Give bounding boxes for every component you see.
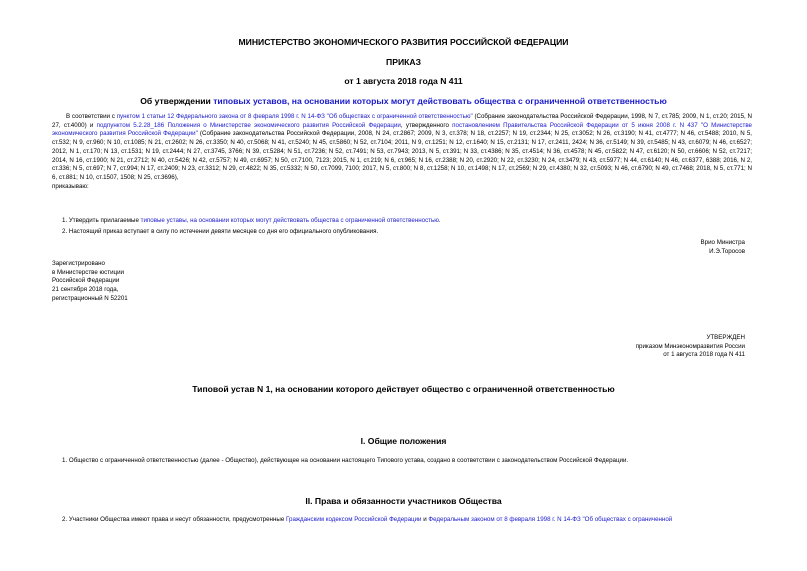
order-item-1 xyxy=(62,217,782,226)
preamble-text-4: (Собрание законодательства Российской Федерации, 2008, N 24, ст.2867; 2009, N 3, ст.378; N 18, ст.2257; N 19, ст.2344; N 25, ст.3052; N 26, ст.3190; N 41, ст.4777; N 46, ст.5488; 2010, N 5, ст.532; N 9, ст.960; N 10, ст.1085; N 21, ст.2602; N 26, ст.3350; N 40, ст.5068; N 41, ст.5240; N 45, ст.5860; N 52, ст.7104; 2011, N 9, ст.1251; N 12, ст.1640; N 15, ст.2131; N 17, ст.2411, 2424; N 36, ст.5149; N 39, ст.5485; N 43, ст.6079; N 46, ст.6527; 2012, N 1, ст.170; N 13, ст.1531; N 19, ст.2444; N 27, ст.3745, 3766; N 39, ст.5284; N 51, ст.7236; N 52, ст.7491; N 53, ст.7943; 2013, N 5, ст.391; N 33, ст.4386; N 35, ст.4514; N 36, ст.4578; N 45, ст.5822; N 47, ст.6120; N 50, ст.6606; N 52, ст.7217; 2014, N 16, ст.1900; N 21, ст.2712; N 40, ст.5426; N 42, ст.5757; N 49, ст.6957; N 50, ст.7100, 7123; 2015, N 1, ст.219; N 6, ст.965; N 16, ст.2388; N 20, ст.2920; N 22, ст.3230; N 24, ст.3479; N 43, ст.5977; N 44, ст.6140; N 46, ст.6377, 6388; 2016, N 2, ст.336; N 5, ст.697; N 7, ст.994; N 17, ст.2409; N 23, ст.3312; N 29, ст.4822; N 35, ст.5332; N 50, ст.7099, 7100; 2017, N 5, ст.800; N 8, ст.1258; N 10, ст.1498; N 17, ст.2569; N 29, ст.4380; N 32, ст.5093; N 46, ст.6790; N 49, ст.7468; 2018, N 5, ст.771; N 6, ст.881; N 10, ст.1507, 1508; N 25, ст.3696), xyxy=(52,130,752,181)
order-title-prefix: Об утверждении xyxy=(140,96,214,106)
charters-link[interactable]: типовые уставы, на основании которых могут действовать общества с ограниченной ответственностью xyxy=(140,217,439,224)
civil-code-link[interactable]: Гражданским кодексом Российской Федерации xyxy=(286,516,422,523)
order-date-number: от 1 августа 2018 года N 411 xyxy=(344,76,463,86)
section-2-pre: 2. Участники Общества имеют права и несут обязанности, предусмотренные xyxy=(62,516,286,523)
registration-line-4: 21 сентября 2018 года, xyxy=(52,286,119,294)
section-2-title: II. Права и обязанности участников Общества xyxy=(305,496,502,506)
charter-title: Типовой устав N 1, на основании которого действует общество с ограниченной ответственностью xyxy=(192,384,615,394)
preamble-text-1: В соответствии с xyxy=(66,113,117,120)
order-item-2: 2. Настоящий приказ вступает в силу по истечении девяти месяцев со дня его официального опубликования. xyxy=(62,228,379,235)
section-1-title: I. Общие положения xyxy=(360,436,447,446)
approval-line-3: от 1 августа 2018 года N 411 xyxy=(663,351,745,359)
registration-line-3: Российской Федерации xyxy=(52,277,120,285)
preamble xyxy=(52,113,752,191)
signature-role: Врио Министра xyxy=(700,239,745,246)
order-title-link[interactable]: типовых уставов, на основании которых могут действовать общества с ограниченной ответственностью xyxy=(213,96,667,106)
ministry-heading: МИНИСТЕРСТВО ЭКОНОМИЧЕСКОГО РАЗВИТИЯ РОССИЙСКОЙ ФЕДЕРАЦИИ xyxy=(238,37,569,47)
registration-line-1: Зарегистрировано xyxy=(52,260,105,267)
approval-line-2: приказом Минэкономразвития России xyxy=(635,342,745,350)
preamble-text-2: (Собрание законодательства Российской Федерации, 1998, N 7, ст.785; 2009, N 1, ст.20; 2015, N 27, ст.4000) и xyxy=(52,113,753,129)
resolution-link[interactable]: постановлением Правительства Российской Федерации от 5 июня 2008 г. N 437 "О Министерстве экономического развития Российской Федерации" xyxy=(52,121,752,138)
federal-law-link[interactable]: Федеральным законом от 8 февраля 1998 г. N 14-ФЗ "Об обществах с ограниченной xyxy=(428,516,673,523)
section-1-paragraph: 1. Общество с ограниченной ответственностью (далее - Общество), действующее на основании настоящего Типового устава, создано в соответствии с законодательством Российской Федерации. xyxy=(62,457,629,464)
order-title xyxy=(0,96,807,106)
approval-line-1: УТВЕРЖДЕН xyxy=(706,334,745,341)
signature-block xyxy=(701,239,745,256)
preamble-text-3: , утвержденного xyxy=(400,121,453,129)
section-2-mid: и xyxy=(421,516,429,523)
regulation-link[interactable]: подпунктом 5.2.28_186 Положения о Министерстве экономического развития Российской Федерации xyxy=(96,121,401,129)
order-item-1-pre: 1. Утвердить прилагаемые xyxy=(62,217,141,224)
signature-name: И.Э.Торосов xyxy=(709,247,745,255)
law-link[interactable]: пунктом 1 статьи 12 Федерального закона от 8 февраля 1998 г. N 14-ФЗ "Об обществах с ограниченной ответственностью" xyxy=(116,113,473,120)
registration-line-2: в Министерстве юстиции xyxy=(52,268,125,276)
doc-type-heading: ПРИКАЗ xyxy=(386,57,421,67)
registration-line-5: регистрационный N 52201 xyxy=(52,294,128,302)
registration-block xyxy=(52,260,128,304)
order-item-1-post: . xyxy=(438,217,441,224)
order-word: приказываю: xyxy=(52,182,89,190)
approval-block xyxy=(636,334,745,360)
section-2-paragraph xyxy=(62,516,782,525)
